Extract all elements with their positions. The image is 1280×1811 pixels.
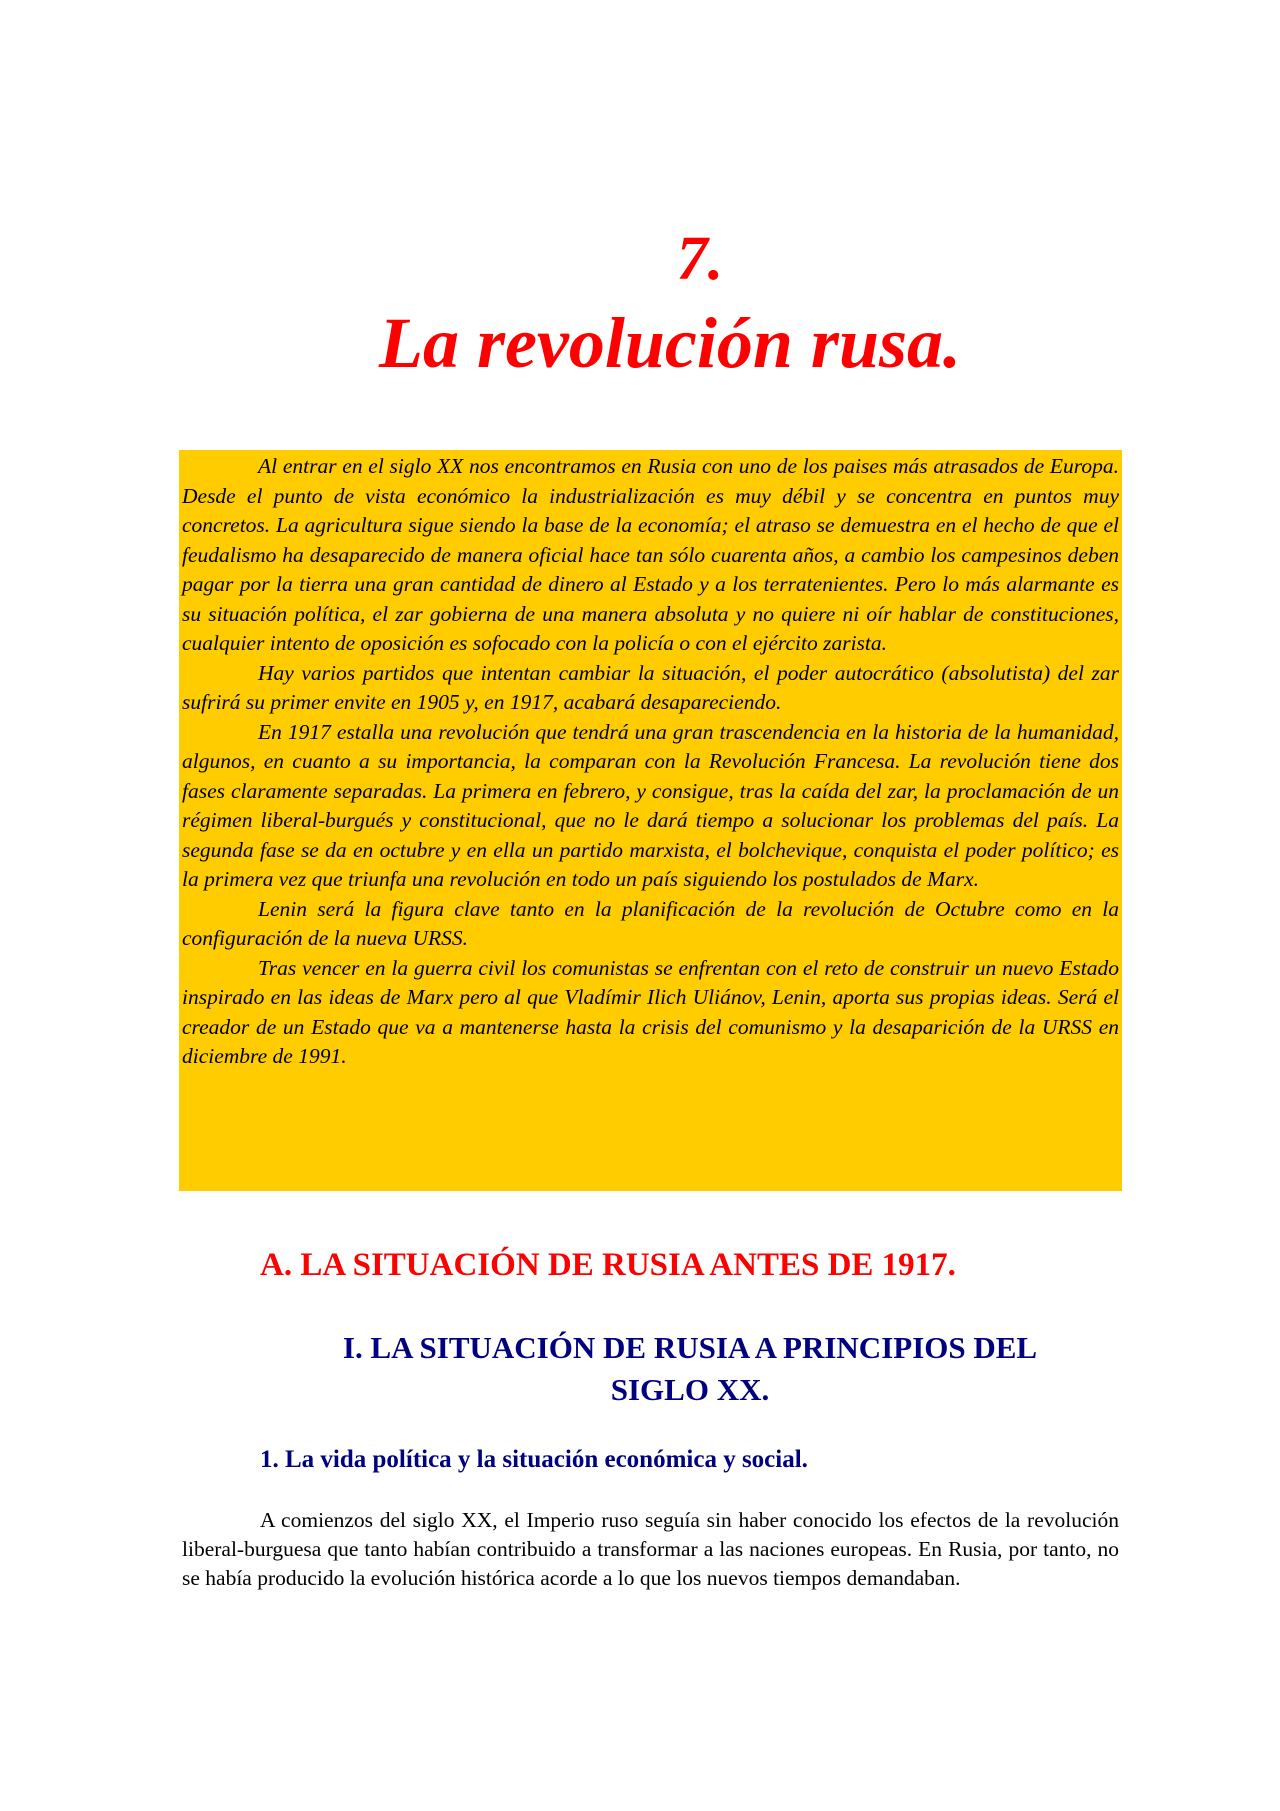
chapter-title: La revolución rusa. bbox=[378, 303, 962, 383]
intro-paragraph: Lenin será la figura clave tanto en la planificación de la revolución de Octubre como en la configuración de la nueva URSS. bbox=[182, 896, 1119, 950]
intro-paragraph: Tras vencer en la guerra civil los comunistas se enfrentan con el reto de construir un nuevo Estado inspirado en las ideas de Marx pero al que Vladímir Ilich Uliánov, Lenin, aporta sus propias ideas. Será el creador de un Estado que va a mantenerse hasta la crisis del comunismo y la desaparición de la URSS en diciembre de 1991. bbox=[182, 955, 1119, 1068]
section-a-heading: A. LA SITUACIÓN DE RUSIA ANTES DE 1917. bbox=[260, 1247, 956, 1283]
section-i-heading bbox=[260, 1327, 1120, 1411]
intro-paragraph: En 1917 estalla una revolución que tendrá una gran trascendencia en la historia de la humanidad, algunos, en cuanto a su importancia, la comparan con la Revolución Francesa. La revolución tiene dos fases claramente separadas. La primera en febrero, y consigue, tras la caída del zar, la proclamación de un régimen liberal-burgués y constitucional, que no le dará tiempo a solucionar los problemas del país. La segunda fase se da en octubre y en ella un partido marxista, el bolchevique, conquista el poder político; es la primera vez que triunfa una revolución en todo un país siguiendo los postulados de Marx. bbox=[182, 719, 1119, 891]
intro-paragraph: Al entrar en el siglo XX nos encontramos en Rusia con uno de los paises más atrasados de Europa. Desde el punto de vista económico la industrialización es muy débil y se concentra en puntos muy concretos. La agricultura sigue siendo la base de la economía; el atraso se demuestra en el hecho de que el feudalismo ha desaparecido de manera oficial hace tan sólo cuarenta años, a cambio los campesinos deben pagar por la tierra una gran cantidad de dinero al Estado y a los terratenientes. Pero lo más alarmante es su situación política, el zar gobierna de una manera absoluta y no quiere ni oír hablar de constituciones, cualquier intento de oposición es sofocado con la policía o con el ejército zarista. bbox=[182, 454, 1119, 655]
chapter-number: 7. bbox=[676, 225, 724, 293]
body-text bbox=[182, 1506, 1119, 1593]
subsection-1-heading: 1. La vida política y la situación económica y social. bbox=[260, 1446, 808, 1473]
intro-paragraph: Hay varios partidos que intentan cambiar la situación, el poder autocrático (absolutista) del zar sufrirá su primer envite en 1905 y, en 1917, acabará desapareciendo. bbox=[182, 660, 1119, 714]
section-i-heading-line-1: I. LA SITUACIÓN DE RUSIA A PRINCIPIOS DEL bbox=[342, 1330, 1038, 1365]
chapter-intro-summary bbox=[179, 450, 1122, 1191]
body-paragraph: A comienzos del siglo XX, el Imperio ruso seguía sin haber conocido los efectos de la revolución liberal-burguesa que tanto habían contribuido a transformar a las naciones europeas. En Rusia, por tanto, no se había producido la evolución histórica acorde a lo que los nuevos tiempos demandaban. bbox=[182, 1508, 1119, 1590]
section-i-heading-line-2: SIGLO XX. bbox=[610, 1372, 770, 1407]
